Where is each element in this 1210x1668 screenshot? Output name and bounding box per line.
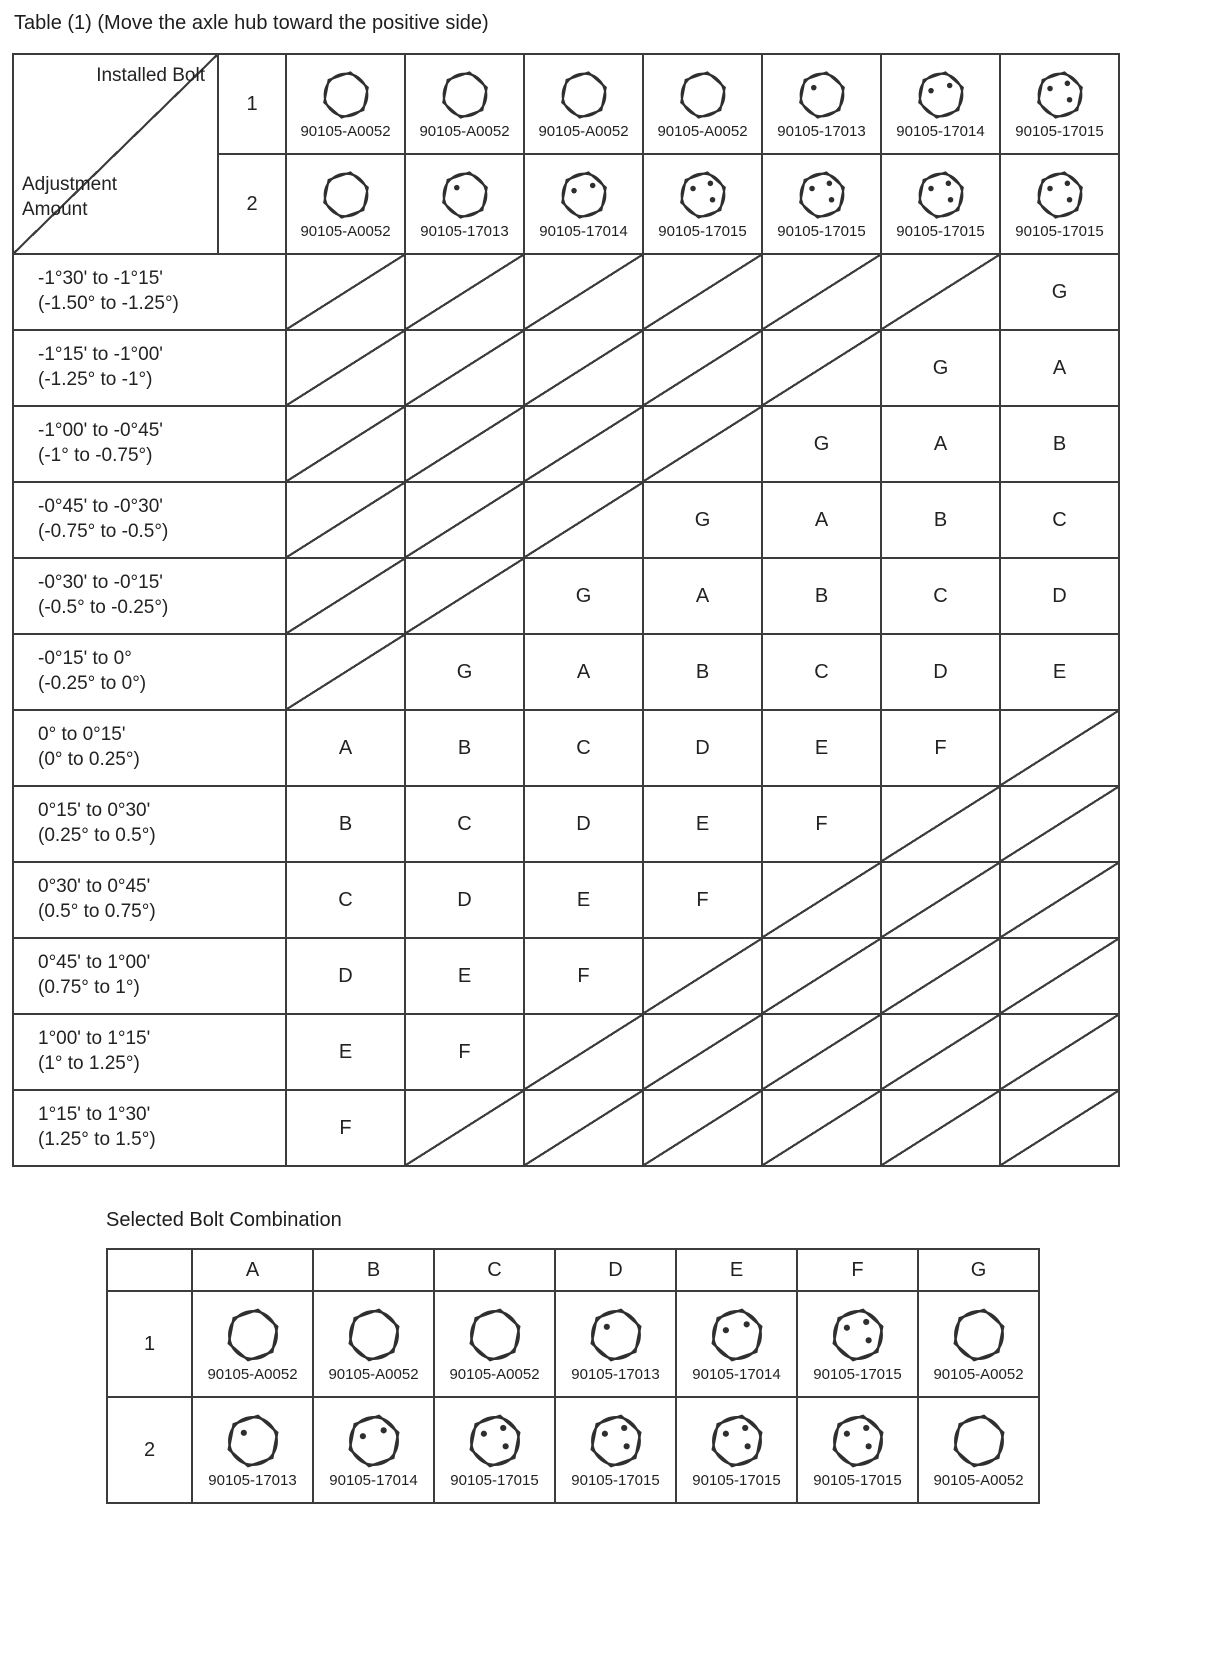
selected-bolt-cell xyxy=(313,1291,434,1397)
bolt-head-icon xyxy=(677,169,729,221)
not-applicable-cell xyxy=(286,330,405,406)
combination-letter-cell: D xyxy=(643,710,762,786)
bolt-part-number: 90105-A0052 xyxy=(300,222,391,240)
bolt-head-icon xyxy=(915,169,967,221)
installed-bolt-cell xyxy=(405,54,524,154)
adjustment-row xyxy=(13,254,1119,330)
adjustment-range-degrees: (0.75° to 1°) xyxy=(38,977,140,998)
not-applicable-cell xyxy=(881,1014,1000,1090)
combination-letter-cell: A xyxy=(643,558,762,634)
combination-letter-cell: B xyxy=(1000,406,1119,482)
combination-letter-cell: F xyxy=(881,710,1000,786)
bolt-part-number: 90105-17015 xyxy=(1015,222,1104,240)
bolt-head-icon xyxy=(829,1412,887,1470)
bolt-head-icon xyxy=(320,169,372,221)
bolt-head-icon xyxy=(345,1412,403,1470)
bolt-part-number: 90105-A0052 xyxy=(207,1365,298,1383)
adjustment-row xyxy=(13,558,1119,634)
combination-letter-cell: E xyxy=(762,710,881,786)
bolt-part-number: 90105-17015 xyxy=(813,1365,902,1383)
installed-bolt-cell xyxy=(762,154,881,254)
bolt-part-number: 90105-17015 xyxy=(450,1471,539,1489)
combination-column-header: C xyxy=(434,1249,555,1291)
bolt-part-number: 90105-A0052 xyxy=(538,122,629,140)
adjustment-range-degrees: (1° to 1.25°) xyxy=(38,1053,140,1074)
selected-combination-title: Selected Bolt Combination xyxy=(106,1209,342,1231)
adjustment-row xyxy=(13,482,1119,558)
bolt-head-icon xyxy=(915,69,967,121)
selected-bolt-cell xyxy=(676,1291,797,1397)
bolt-part-number: 90105-17015 xyxy=(896,222,985,240)
bolt-head-icon xyxy=(1034,169,1086,221)
combination-column-header: F xyxy=(797,1249,918,1291)
adjustment-range-minutes: 0°30' to 0°45' xyxy=(38,876,151,898)
not-applicable-cell xyxy=(1000,1090,1119,1166)
not-applicable-cell xyxy=(762,330,881,406)
not-applicable-cell xyxy=(405,1090,524,1166)
combination-letter-cell: A xyxy=(1000,330,1119,406)
combination-letter-cell: G xyxy=(881,330,1000,406)
selected-bolt-cell xyxy=(313,1397,434,1503)
adjustment-range-cell xyxy=(13,254,286,330)
combination-letter-cell: E xyxy=(286,1014,405,1090)
not-applicable-cell xyxy=(643,1014,762,1090)
bolt-part-number: 90105-17014 xyxy=(329,1471,418,1489)
installed-bolt-cell xyxy=(524,54,643,154)
adjustment-range-degrees: (1.25° to 1.5°) xyxy=(38,1129,156,1150)
adjustment-range-minutes: -0°45' to -0°30' xyxy=(38,496,163,518)
installed-bolt-cell xyxy=(881,54,1000,154)
not-applicable-cell xyxy=(405,406,524,482)
bolt-part-number: 90105-A0052 xyxy=(300,122,391,140)
bolt-part-number: 90105-A0052 xyxy=(449,1365,540,1383)
bolt-head-icon xyxy=(439,169,491,221)
combination-letter-cell: C xyxy=(405,786,524,862)
not-applicable-cell xyxy=(524,482,643,558)
bolt-head-icon xyxy=(950,1306,1008,1364)
adjustment-range-minutes: 0° to 0°15' xyxy=(38,724,126,746)
not-applicable-cell xyxy=(286,634,405,710)
bolt-head-icon xyxy=(558,69,610,121)
bolt-part-number: 90105-17015 xyxy=(777,222,866,240)
adjustment-amount-label: Adjustment Amount xyxy=(22,174,118,220)
adjustment-range-degrees: (-1° to -0.75°) xyxy=(38,445,153,466)
installed-bolt-cell xyxy=(881,154,1000,254)
combination-letter-cell: A xyxy=(881,406,1000,482)
installed-bolt-cell xyxy=(762,54,881,154)
bolt-head-icon xyxy=(708,1412,766,1470)
installed-bolt-cell xyxy=(286,54,405,154)
combination-letter-cell: F xyxy=(286,1090,405,1166)
not-applicable-cell xyxy=(643,330,762,406)
not-applicable-cell xyxy=(643,254,762,330)
selected-bolt-cell xyxy=(797,1291,918,1397)
combination-column-header: G xyxy=(918,1249,1039,1291)
combination-letter-cell: C xyxy=(524,710,643,786)
adjustment-range-minutes: -1°00' to -0°45' xyxy=(38,420,163,442)
selected-bolt-cell xyxy=(192,1291,313,1397)
adjustment-range-cell xyxy=(13,406,286,482)
not-applicable-cell xyxy=(643,406,762,482)
not-applicable-cell xyxy=(1000,862,1119,938)
combination-letter-cell: C xyxy=(762,634,881,710)
combination-letter-cell: A xyxy=(762,482,881,558)
bolt-head-icon xyxy=(950,1412,1008,1470)
selected-bolt-row xyxy=(107,1397,1039,1503)
adjustment-range-minutes: -0°30' to -0°15' xyxy=(38,572,163,594)
adjustment-range-cell xyxy=(13,1090,286,1166)
adjustment-range-degrees: (-0.5° to -0.25°) xyxy=(38,597,169,618)
bolt-head-icon xyxy=(466,1412,524,1470)
selected-bolt-cell xyxy=(676,1397,797,1503)
adjustment-range-minutes: -1°30' to -1°15' xyxy=(38,268,163,290)
not-applicable-cell xyxy=(524,1014,643,1090)
installed-bolt-header-row xyxy=(13,54,1119,154)
selected-row-number: 1 xyxy=(107,1291,192,1397)
combination-letter-cell: F xyxy=(524,938,643,1014)
installed-bolt-row-number: 1 xyxy=(218,54,286,154)
adjustment-table xyxy=(12,53,1120,1167)
adjustment-range-degrees: (-1.25° to -1°) xyxy=(38,369,153,390)
combination-column-header: E xyxy=(676,1249,797,1291)
combination-letter-cell: D xyxy=(286,938,405,1014)
adjustment-range-minutes: 0°45' to 1°00' xyxy=(38,952,151,974)
selected-bolt-cell xyxy=(555,1397,676,1503)
combination-letter-cell: G xyxy=(405,634,524,710)
bolt-head-icon xyxy=(796,169,848,221)
combination-letter-cell: D xyxy=(881,634,1000,710)
bolt-part-number: 90105-A0052 xyxy=(328,1365,419,1383)
bolt-part-number: 90105-17015 xyxy=(571,1471,660,1489)
combination-letter-cell: C xyxy=(881,558,1000,634)
selected-bolt-cell xyxy=(434,1397,555,1503)
adjustment-row xyxy=(13,1090,1119,1166)
not-applicable-cell xyxy=(405,482,524,558)
installed-bolt-cell xyxy=(643,154,762,254)
bolt-head-icon xyxy=(320,69,372,121)
bolt-part-number: 90105-17014 xyxy=(896,122,985,140)
not-applicable-cell xyxy=(762,1090,881,1166)
adjustment-range-cell xyxy=(13,634,286,710)
adjustment-row xyxy=(13,710,1119,786)
not-applicable-cell xyxy=(286,558,405,634)
combination-letter-cell: G xyxy=(524,558,643,634)
adjustment-range-minutes: 1°15' to 1°30' xyxy=(38,1104,151,1126)
not-applicable-cell xyxy=(762,1014,881,1090)
adjustment-range-cell xyxy=(13,710,286,786)
adjustment-range-cell xyxy=(13,862,286,938)
bolt-head-icon xyxy=(1034,69,1086,121)
selected-row-number: 2 xyxy=(107,1397,192,1503)
combination-letter-cell: D xyxy=(1000,558,1119,634)
not-applicable-cell xyxy=(286,254,405,330)
bolt-part-number: 90105-17013 xyxy=(208,1471,297,1489)
bolt-head-icon xyxy=(439,69,491,121)
not-applicable-cell xyxy=(643,1090,762,1166)
adjustment-range-cell xyxy=(13,938,286,1014)
adjustment-row xyxy=(13,330,1119,406)
bolt-head-icon xyxy=(345,1306,403,1364)
bolt-part-number: 90105-A0052 xyxy=(657,122,748,140)
not-applicable-cell xyxy=(1000,786,1119,862)
adjustment-range-degrees: (0.25° to 0.5°) xyxy=(38,825,156,846)
selected-bolt-cell xyxy=(192,1397,313,1503)
bolt-part-number: 90105-17013 xyxy=(777,122,866,140)
bolt-head-icon xyxy=(829,1306,887,1364)
bolt-part-number: 90105-17015 xyxy=(813,1471,902,1489)
adjustment-range-degrees: (-0.75° to -0.5°) xyxy=(38,521,169,542)
combination-letter-cell: E xyxy=(643,786,762,862)
selected-bolt-cell xyxy=(918,1291,1039,1397)
selected-bolt-cell xyxy=(434,1291,555,1397)
bolt-part-number: 90105-A0052 xyxy=(419,122,510,140)
not-applicable-cell xyxy=(1000,710,1119,786)
selected-combination-table xyxy=(106,1248,1040,1504)
installed-bolt-cell xyxy=(405,154,524,254)
bolt-part-number: 90105-17014 xyxy=(539,222,628,240)
not-applicable-cell xyxy=(762,862,881,938)
not-applicable-cell xyxy=(524,1090,643,1166)
combination-letter-cell: B xyxy=(643,634,762,710)
combination-letter-cell: B xyxy=(405,710,524,786)
combination-letter-cell: F xyxy=(405,1014,524,1090)
adjustment-row xyxy=(13,406,1119,482)
installed-bolt-cell xyxy=(1000,154,1119,254)
bolt-part-number: 90105-17015 xyxy=(1015,122,1104,140)
bolt-part-number: 90105-17013 xyxy=(571,1365,660,1383)
adjustment-range-cell xyxy=(13,330,286,406)
adjustment-range-degrees: (-0.25° to 0°) xyxy=(38,673,147,694)
adjustment-range-minutes: 0°15' to 0°30' xyxy=(38,800,151,822)
bolt-head-icon xyxy=(558,169,610,221)
adjustment-range-minutes: -1°15' to -1°00' xyxy=(38,344,163,366)
combination-column-header: B xyxy=(313,1249,434,1291)
combination-letter-cell: B xyxy=(881,482,1000,558)
not-applicable-cell xyxy=(405,330,524,406)
combination-letter-cell: E xyxy=(524,862,643,938)
bolt-part-number: 90105-17013 xyxy=(420,222,509,240)
combination-letter-cell: D xyxy=(524,786,643,862)
not-applicable-cell xyxy=(524,254,643,330)
adjustment-range-minutes: 1°00' to 1°15' xyxy=(38,1028,151,1050)
bolt-head-icon xyxy=(677,69,729,121)
installed-bolt-cell xyxy=(643,54,762,154)
not-applicable-cell xyxy=(643,938,762,1014)
combination-letter-cell: C xyxy=(286,862,405,938)
installed-bolt-cell xyxy=(524,154,643,254)
not-applicable-cell xyxy=(881,254,1000,330)
corner-header-cell xyxy=(13,54,218,254)
bolt-part-number: 90105-17015 xyxy=(692,1471,781,1489)
bolt-head-icon xyxy=(708,1306,766,1364)
bolt-head-icon xyxy=(587,1412,645,1470)
not-applicable-cell xyxy=(405,254,524,330)
selected-header-row xyxy=(107,1249,1039,1291)
installed-bolt-row-number: 2 xyxy=(218,154,286,254)
adjustment-range-degrees: (-1.50° to -1.25°) xyxy=(38,293,179,314)
adjustment-range-cell xyxy=(13,482,286,558)
combination-letter-cell: C xyxy=(1000,482,1119,558)
selected-bolt-cell xyxy=(797,1397,918,1503)
combination-letter-cell: G xyxy=(643,482,762,558)
adjustment-range-cell xyxy=(13,1014,286,1090)
combination-column-header: A xyxy=(192,1249,313,1291)
combination-letter-cell: F xyxy=(643,862,762,938)
not-applicable-cell xyxy=(1000,938,1119,1014)
selected-corner-blank-cell xyxy=(107,1249,192,1291)
not-applicable-cell xyxy=(881,1090,1000,1166)
not-applicable-cell xyxy=(405,558,524,634)
adjustment-row xyxy=(13,634,1119,710)
not-applicable-cell xyxy=(286,482,405,558)
page-title: Table (1) (Move the axle hub toward the positive side) xyxy=(14,12,489,34)
not-applicable-cell xyxy=(286,406,405,482)
combination-letter-cell: F xyxy=(762,786,881,862)
combination-letter-cell: G xyxy=(762,406,881,482)
not-applicable-cell xyxy=(524,330,643,406)
combination-letter-cell: A xyxy=(286,710,405,786)
bolt-head-icon xyxy=(224,1306,282,1364)
installed-bolt-cell xyxy=(286,154,405,254)
bolt-part-number: 90105-17014 xyxy=(692,1365,781,1383)
adjustment-range-degrees: (0° to 0.25°) xyxy=(38,749,140,770)
bolt-part-number: 90105-A0052 xyxy=(933,1471,1024,1489)
selected-bolt-cell xyxy=(555,1291,676,1397)
bolt-part-number: 90105-17015 xyxy=(658,222,747,240)
not-applicable-cell xyxy=(881,938,1000,1014)
combination-letter-cell: E xyxy=(1000,634,1119,710)
adjustment-row xyxy=(13,1014,1119,1090)
combination-letter-cell: B xyxy=(286,786,405,862)
not-applicable-cell xyxy=(762,938,881,1014)
bolt-part-number: 90105-A0052 xyxy=(933,1365,1024,1383)
adjustment-row xyxy=(13,938,1119,1014)
combination-letter-cell: A xyxy=(524,634,643,710)
bolt-head-icon xyxy=(587,1306,645,1364)
bolt-head-icon xyxy=(224,1412,282,1470)
combination-letter-cell: B xyxy=(762,558,881,634)
adjustment-range-cell xyxy=(13,558,286,634)
combination-letter-cell: E xyxy=(405,938,524,1014)
not-applicable-cell xyxy=(524,406,643,482)
combination-column-header: D xyxy=(555,1249,676,1291)
combination-letter-cell: G xyxy=(1000,254,1119,330)
combination-letter-cell: D xyxy=(405,862,524,938)
installed-bolt-label: Installed Bolt xyxy=(96,65,205,86)
adjustment-range-minutes: -0°15' to 0° xyxy=(38,648,132,670)
adjustment-range-degrees: (0.5° to 0.75°) xyxy=(38,901,156,922)
not-applicable-cell xyxy=(762,254,881,330)
adjustment-row xyxy=(13,862,1119,938)
not-applicable-cell xyxy=(881,862,1000,938)
adjustment-range-cell xyxy=(13,786,286,862)
selected-bolt-row xyxy=(107,1291,1039,1397)
adjustment-row xyxy=(13,786,1119,862)
not-applicable-cell xyxy=(881,786,1000,862)
installed-bolt-cell xyxy=(1000,54,1119,154)
not-applicable-cell xyxy=(1000,1014,1119,1090)
bolt-head-icon xyxy=(466,1306,524,1364)
bolt-head-icon xyxy=(796,69,848,121)
selected-bolt-cell xyxy=(918,1397,1039,1503)
